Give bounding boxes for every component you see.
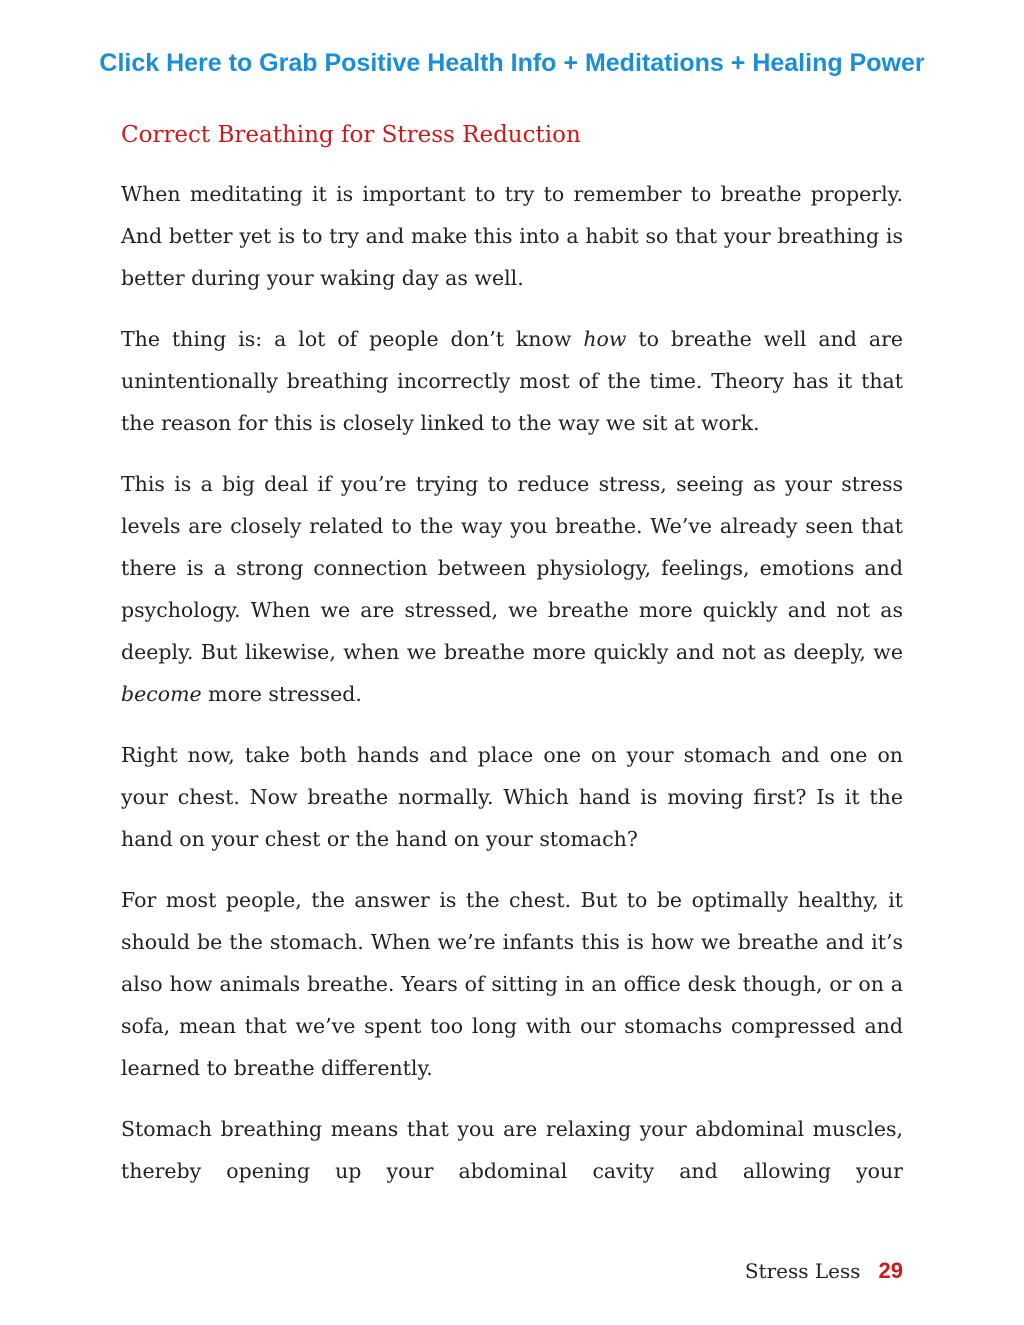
paragraph-3-text-a: This is a big deal if you’re trying to reduce stress, seeing as your stress levels are closely related to the way you breathe. We’ve already seen that there is a strong connection between physiology, feelings, emotions and psychology. When we are stressed, we breathe more quickly and not as deeply. But likewise, when we breathe more quickly and not as deeply, we [121,472,903,664]
page-content [121,116,903,1211]
paragraph-4: Right now, take both hands and place one on your stomach and one on your chest. Now breathe normally. Which hand is moving first? Is it the hand on your chest or the hand on your stomach? [121,743,903,851]
emphasis-how: how [583,327,627,351]
section-title: Correct Breathing for Stress Reduction [121,122,581,148]
emphasis-become: become [121,682,202,706]
paragraph-3-text-b: more stressed. [201,682,362,706]
paragraph-2-text-b: to breathe well and are unintentionally breathing incorrectly most of the time. Theory has it that the reason for this is closely linked to the way we sit at work. [121,327,903,435]
promo-link[interactable]: Click Here to Grab Positive Health Info + Meditations + Healing Power [99,49,925,77]
page-number: 29 [878,1258,903,1283]
paragraph-5: For most people, the answer is the chest. But to be optimally healthy, it should be the stomach. When we’re infants this is how we breathe and it’s also how animals breathe. Years of sitting in an office desk though, or on a sofa, mean that we’ve spent too long with our stomachs compressed and learned to breathe differently. [121,888,903,1080]
paragraph-6: Stomach breathing means that you are relaxing your abdominal muscles, thereby opening up your abdominal cavity and allowing your [121,1117,903,1183]
paragraph-1: When meditating it is important to try to remember to breathe properly. And better yet is to try and make this into a habit so that your breathing is better during your waking day as well. [121,182,903,290]
footer-book-title: Stress Less [744,1259,861,1283]
paragraph-2-text-a: The thing is: a lot of people don’t know [121,327,584,351]
paragraph-2 [121,318,903,444]
paragraph-3 [121,463,903,715]
page-footer [745,1255,903,1287]
